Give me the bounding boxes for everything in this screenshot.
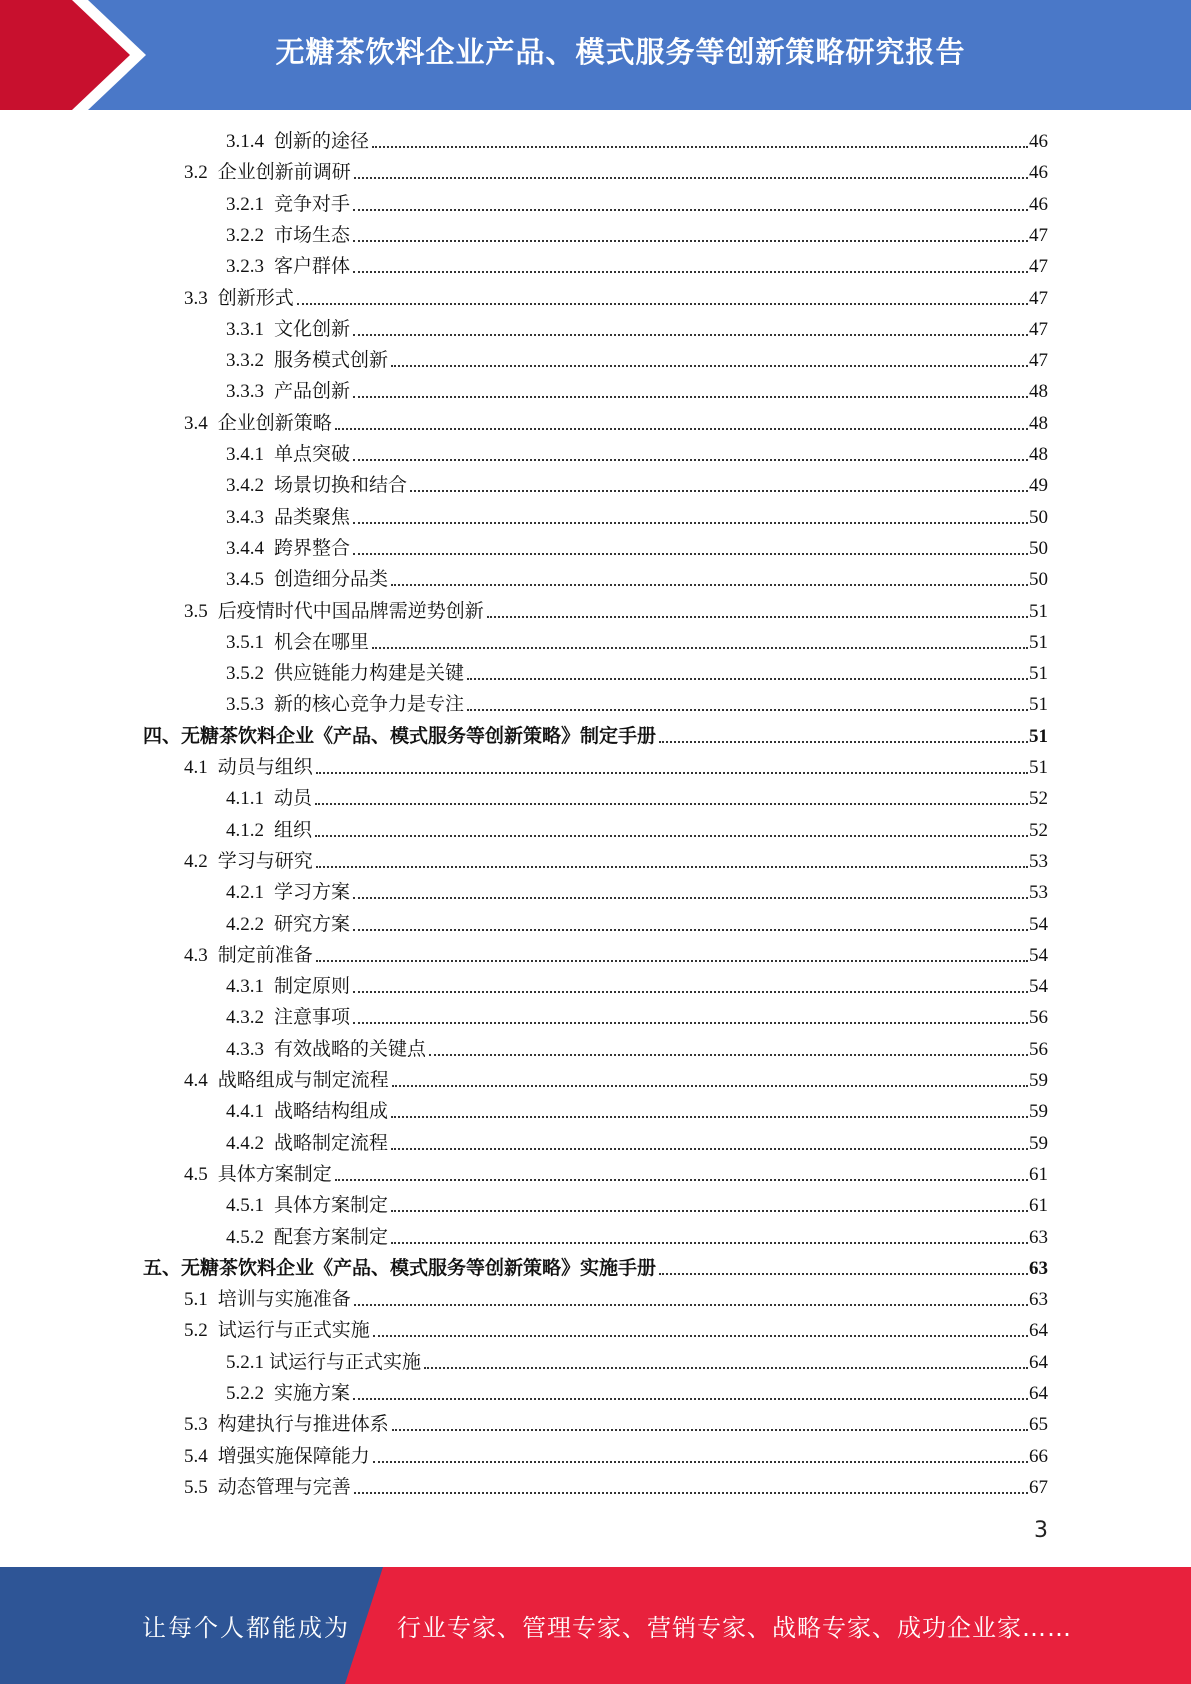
toc-dot-leader (391, 1209, 1028, 1212)
toc-entry-title: 动员 (274, 788, 313, 810)
toc-dot-leader (391, 364, 1028, 367)
toc-entry-title: 竞争对手 (274, 193, 351, 215)
toc-entry[interactable] (226, 877, 1048, 908)
toc-entry-number: 4.1.1 (226, 788, 264, 810)
toc-dot-leader (297, 302, 1028, 305)
toc-entry-title: 具体方案制定 (274, 1195, 389, 1217)
toc-entry[interactable] (226, 345, 1048, 376)
toc-entry[interactable] (184, 846, 1048, 877)
toc-entry-number: 3.3.2 (226, 350, 264, 372)
toc-entry-title: 动态管理与完善 (217, 1476, 351, 1498)
toc-entry-page: 47 (1029, 318, 1048, 340)
toc-entry-page: 51 (1029, 725, 1048, 747)
toc-dot-leader (392, 1084, 1028, 1087)
toc-entry-number: 4.5.2 (226, 1226, 264, 1248)
toc-dot-leader (391, 1115, 1028, 1118)
toc-entry-page: 50 (1029, 569, 1048, 591)
toc-entry-number: 3.2 (184, 162, 208, 184)
toc-entry-number: 3.4.5 (226, 569, 264, 591)
toc-entry-number: 4.3.1 (226, 976, 264, 998)
toc-entry-page: 65 (1029, 1414, 1048, 1436)
toc-entry[interactable] (226, 1347, 1048, 1378)
toc-entry-title: 战略结构组成 (274, 1101, 389, 1123)
toc-entry-page: 50 (1029, 537, 1048, 559)
toc-entry-page: 67 (1029, 1476, 1048, 1498)
toc-entry-title: 实施方案 (274, 1383, 351, 1404)
toc-entry-page: 66 (1029, 1445, 1048, 1467)
toc-dot-leader (487, 615, 1028, 618)
toc-entry-number: 5.2.1 (226, 1351, 264, 1373)
toc-entry-number: 3.4.4 (226, 537, 264, 559)
header-arrow-decoration (0, 0, 150, 110)
toc-dot-leader (354, 176, 1028, 179)
toc-entry[interactable] (143, 1253, 1048, 1284)
toc-entry-number: 5.4 (184, 1445, 208, 1467)
toc-entry-number: 5.2.2 (226, 1383, 264, 1404)
toc-dot-leader (373, 1460, 1028, 1463)
toc-entry-page: 47 (1029, 287, 1048, 309)
toc-entry[interactable] (226, 1222, 1048, 1253)
toc-dot-leader (372, 145, 1028, 148)
toc-entry-page: 48 (1029, 381, 1048, 403)
toc-dot-leader (353, 990, 1028, 993)
toc-entry-number: 4.2.2 (226, 913, 264, 935)
toc-entry-number: 3.4.2 (226, 475, 264, 497)
toc-entry-number: 5.1 (184, 1289, 208, 1311)
toc-entry-number: 3.3.1 (226, 318, 264, 340)
toc-entry-title: 战略制定流程 (274, 1132, 389, 1154)
toc-entry[interactable] (226, 1002, 1048, 1033)
toc-entry[interactable] (226, 909, 1048, 940)
toc-entry-page: 56 (1029, 1038, 1048, 1060)
toc-entry[interactable] (184, 408, 1048, 439)
toc-entry-page: 53 (1029, 850, 1048, 872)
toc-dot-leader (659, 1272, 1028, 1275)
toc-entry-number: 3.3.3 (226, 381, 264, 403)
toc-entry[interactable] (184, 283, 1048, 314)
toc-entry-page: 51 (1029, 757, 1048, 778)
toc-entry[interactable] (184, 596, 1048, 627)
toc-entry-title: 培训与实施准备 (217, 1289, 351, 1311)
toc-entry[interactable] (226, 251, 1048, 282)
toc-entry-page: 50 (1029, 506, 1048, 528)
toc-entry[interactable] (226, 533, 1048, 564)
toc-entry-title: 制定前准备 (217, 944, 313, 966)
toc-dot-leader (354, 1303, 1028, 1306)
toc-entry-page: 59 (1029, 1132, 1048, 1154)
toc-entry-page: 51 (1029, 663, 1048, 685)
toc-entry-page: 46 (1029, 131, 1048, 152)
toc-entry-number: 3.4.3 (226, 506, 264, 528)
toc-entry-page: 63 (1029, 1289, 1048, 1311)
toc-dot-leader (335, 1178, 1028, 1181)
toc-dot-leader (353, 552, 1028, 555)
toc-entry-page: 51 (1029, 600, 1048, 622)
toc-entry-number: 3.2.2 (226, 224, 264, 246)
toc-dot-leader (391, 1241, 1028, 1244)
toc-entry-page: 61 (1029, 1163, 1048, 1185)
toc-entry-page: 64 (1029, 1320, 1048, 1342)
toc-entry[interactable] (184, 1065, 1048, 1096)
footer-roles: 行业专家、管理专家、营销专家、战略专家、成功企业家…… (397, 1614, 1072, 1642)
toc-entry[interactable] (184, 1441, 1048, 1472)
toc-entry-number: 4.1.2 (226, 819, 264, 841)
toc-dot-leader (353, 458, 1028, 461)
toc-dot-leader (315, 802, 1028, 805)
toc-entry-title: 配套方案制定 (274, 1226, 389, 1248)
toc-entry[interactable] (226, 971, 1048, 1002)
toc-entry-number: 5.5 (184, 1476, 208, 1498)
toc-entry-title: 具体方案制定 (217, 1163, 332, 1185)
report-title: 无糖茶饮料企业产品、模式服务等创新策略研究报告 (275, 34, 966, 69)
toc-entry-number: 4.5 (184, 1163, 208, 1185)
toc-entry[interactable] (226, 815, 1048, 846)
toc-entry-page: 47 (1029, 350, 1048, 372)
toc-entry-page: 63 (1029, 1226, 1048, 1248)
toc-entry[interactable] (226, 564, 1048, 595)
toc-entry-title: 组织 (274, 819, 313, 841)
toc-entry-number: 4.4.1 (226, 1101, 264, 1123)
toc-entry[interactable] (226, 689, 1048, 720)
toc-dot-leader (353, 521, 1028, 524)
toc-dot-leader (315, 834, 1028, 837)
toc-entry-number: 3.5.1 (226, 631, 264, 653)
toc-dot-leader (372, 646, 1028, 649)
toc-entry-number: 3.2.3 (226, 256, 264, 278)
toc-entry-page: 54 (1029, 913, 1048, 935)
toc-entry-title: 跨界整合 (274, 537, 351, 559)
toc-entry[interactable] (226, 376, 1048, 407)
toc-entry-number: 5.3 (184, 1414, 208, 1436)
toc-dot-leader (316, 771, 1028, 774)
toc-dot-leader (316, 959, 1028, 962)
toc-entry-title: 企业创新策略 (217, 412, 332, 434)
toc-dot-leader (429, 1053, 1028, 1056)
toc-entry-number: 3.5.2 (226, 663, 264, 685)
toc-entry-number: 4.2 (184, 850, 208, 872)
toc-entry-number: 3.5.3 (226, 694, 264, 716)
toc-dot-leader (353, 395, 1028, 398)
toc-entry-title: 构建执行与推进体系 (217, 1414, 389, 1436)
toc-entry-page: 64 (1029, 1351, 1048, 1373)
toc-entry-title: 市场生态 (274, 224, 351, 246)
toc-entry-page: 56 (1029, 1007, 1048, 1029)
toc-entry-title: 制定原则 (274, 976, 351, 998)
toc-dot-leader (353, 208, 1028, 211)
toc-dot-leader (353, 1397, 1028, 1400)
toc-entry-title: 单点突破 (274, 444, 351, 465)
toc-entry-page: 54 (1029, 944, 1048, 966)
toc-entry-title: 五、无糖茶饮料企业《产品、模式服务等创新策略》实施手册 (143, 1257, 657, 1279)
toc-entry-number: 4.2.1 (226, 882, 264, 904)
toc-entry-title: 客户群体 (274, 256, 351, 278)
toc-entry-page: 53 (1029, 882, 1048, 904)
toc-entry-title: 试运行与正式实施 (269, 1351, 422, 1373)
toc-entry-title: 产品创新 (274, 381, 351, 403)
toc-dot-leader (391, 1147, 1028, 1150)
toc-entry-title: 服务模式创新 (274, 350, 389, 372)
toc-entry-title: 学习与研究 (217, 850, 313, 872)
toc-entry-title: 试运行与正式实施 (217, 1320, 370, 1342)
toc-entry-title: 创新的途径 (274, 131, 370, 152)
toc-entry[interactable] (226, 1034, 1048, 1065)
toc-entry-title: 注意事项 (274, 1007, 351, 1029)
toc-entry-title: 学习方案 (274, 882, 351, 904)
toc-entry-page: 52 (1029, 819, 1048, 841)
toc-entry-page: 48 (1029, 444, 1048, 465)
toc-entry[interactable] (226, 470, 1048, 501)
toc-entry-number: 4.4 (184, 1070, 208, 1091)
toc-entry[interactable] (143, 721, 1048, 752)
toc-entry-title: 场景切换和结合 (274, 475, 408, 497)
toc-entry-page: 49 (1029, 475, 1048, 497)
toc-entry-number: 5.2 (184, 1320, 208, 1342)
toc-dot-leader (353, 270, 1028, 273)
toc-dot-leader (424, 1366, 1028, 1369)
toc-entry-page: 64 (1029, 1383, 1048, 1404)
page-header (0, 0, 1191, 110)
toc-dot-leader (353, 239, 1028, 242)
toc-dot-leader (659, 740, 1028, 743)
toc-entry-page: 51 (1029, 694, 1048, 716)
toc-entry-number: 3.4 (184, 412, 208, 434)
toc-dot-leader (373, 1334, 1028, 1337)
toc-entry-title: 企业创新前调研 (217, 162, 351, 184)
toc-entry-page: 48 (1029, 412, 1048, 434)
toc-dot-leader (316, 865, 1028, 868)
toc-entry[interactable] (184, 940, 1048, 971)
toc-entry-number: 4.1 (184, 757, 208, 778)
toc-entry-page: 61 (1029, 1195, 1048, 1217)
page-number: 3 (1034, 1518, 1048, 1543)
toc-entry[interactable] (184, 1409, 1048, 1440)
toc-entry-page: 47 (1029, 224, 1048, 246)
toc-entry-page: 46 (1029, 162, 1048, 184)
page-footer (0, 1567, 1191, 1684)
toc-dot-leader (392, 1428, 1028, 1431)
toc-entry-title: 创造细分品类 (274, 569, 389, 591)
toc-entry-title: 增强实施保障能力 (217, 1445, 370, 1467)
toc-entry-title: 品类聚焦 (274, 506, 351, 528)
toc-dot-leader (410, 489, 1028, 492)
toc-entry-page: 59 (1029, 1070, 1048, 1091)
toc-entry-number: 4.5.1 (226, 1195, 264, 1217)
toc-entry[interactable] (226, 314, 1048, 345)
toc-entry-number: 4.3.2 (226, 1007, 264, 1029)
toc-entry-title: 供应链能力构建是关键 (274, 663, 465, 685)
toc-entry[interactable] (226, 189, 1048, 220)
toc-entry-number: 3.2.1 (226, 193, 264, 215)
footer-slogan: 让每个人都能成为 (142, 1614, 350, 1642)
toc-dot-leader (335, 427, 1028, 430)
toc-entry[interactable] (226, 1378, 1048, 1409)
toc-entry-title: 战略组成与制定流程 (217, 1070, 389, 1091)
toc-entry-page: 59 (1029, 1101, 1048, 1123)
toc-dot-leader (354, 1491, 1028, 1494)
toc-entry[interactable] (226, 627, 1048, 658)
toc-dot-leader (353, 928, 1028, 931)
toc-entry-number: 3.5 (184, 600, 208, 622)
toc-entry[interactable] (184, 1159, 1048, 1190)
toc-entry-number: 3.3 (184, 287, 208, 309)
toc-entry-title: 有效战略的关键点 (274, 1038, 427, 1060)
toc-entry-page: 52 (1029, 788, 1048, 810)
toc-entry-title: 新的核心竞争力是专注 (274, 694, 465, 716)
toc-dot-leader (391, 583, 1028, 586)
toc-dot-leader (467, 708, 1028, 711)
toc-dot-leader (353, 896, 1028, 899)
toc-entry[interactable] (184, 1315, 1048, 1346)
toc-entry-title: 研究方案 (274, 913, 351, 935)
toc-entry[interactable] (184, 1472, 1048, 1503)
toc-entry[interactable] (184, 1284, 1048, 1315)
toc-entry-title: 动员与组织 (217, 757, 313, 778)
toc-entry[interactable] (226, 658, 1048, 689)
toc-entry-title: 后疫情时代中国品牌需逆势创新 (217, 600, 484, 622)
toc-entry-title: 机会在哪里 (274, 631, 370, 653)
toc-entry[interactable] (184, 157, 1048, 188)
toc-entry-number: 3.4.1 (226, 444, 264, 465)
toc-entry[interactable] (226, 126, 1048, 157)
toc-entry[interactable] (226, 439, 1048, 470)
toc-entry[interactable] (184, 752, 1048, 783)
toc-entry-page: 46 (1029, 193, 1048, 215)
toc-entry[interactable] (226, 220, 1048, 251)
toc-dot-leader (467, 677, 1028, 680)
toc-entry[interactable] (226, 1128, 1048, 1159)
toc-entry-number: 3.1.4 (226, 131, 264, 152)
toc-entry-number: 4.4.2 (226, 1132, 264, 1154)
toc-entry-title: 创新形式 (217, 287, 294, 309)
toc-entry-page: 54 (1029, 976, 1048, 998)
toc-entry-number: 4.3.3 (226, 1038, 264, 1060)
toc-entry-number: 4.3 (184, 944, 208, 966)
toc-entry-page: 51 (1029, 631, 1048, 653)
toc-entry[interactable] (226, 502, 1048, 533)
toc-entry-page: 47 (1029, 256, 1048, 278)
toc-entry[interactable] (226, 1190, 1048, 1221)
toc-entry[interactable] (226, 1096, 1048, 1127)
toc-dot-leader (353, 333, 1028, 336)
toc-entry[interactable] (226, 783, 1048, 814)
toc-entry-title: 四、无糖茶饮料企业《产品、模式服务等创新策略》制定手册 (143, 725, 657, 747)
toc-entry-page: 63 (1029, 1257, 1048, 1279)
toc-dot-leader (353, 1021, 1028, 1024)
toc-entry-title: 文化创新 (274, 318, 351, 340)
